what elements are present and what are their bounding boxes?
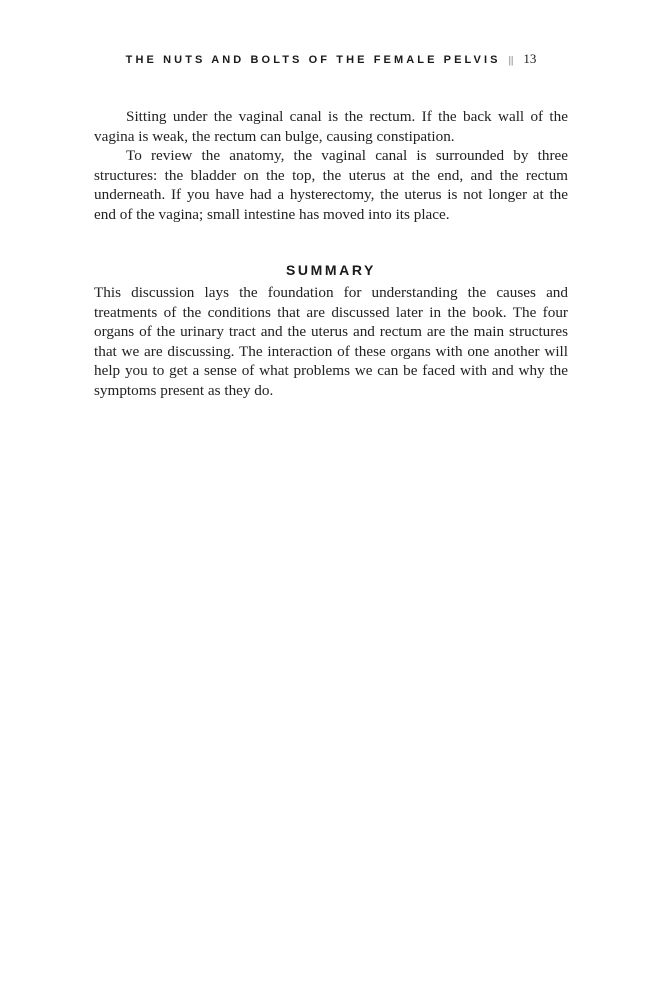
body-section xyxy=(94,107,568,225)
summary-section xyxy=(94,283,568,401)
body-paragraph-anatomy-review: To review the anatomy, the vaginal canal is surrounded by three structures: the bladder on the top, the uterus at the end, and the rectum underneath. If you have had a hysterectomy, the uterus is not longer at the end of the vagina; small intestine has moved into its place. xyxy=(94,147,568,223)
header-separator: || xyxy=(508,54,514,66)
running-title: THE NUTS AND BOLTS OF THE FEMALE PELVIS xyxy=(125,54,501,66)
page-number: 13 xyxy=(523,51,537,66)
running-header xyxy=(94,51,568,67)
section-heading: SUMMARY xyxy=(285,262,376,278)
body-paragraph-rectum: Sitting under the vaginal canal is the rectum. If the back wall of the vagina is weak, the rectum can bulge, causing constipation. xyxy=(94,108,568,145)
summary-paragraph: This discussion lays the foundation for understanding the causes and treatments of the conditions that are discussed later in the book. The four organs of the urinary tract and the uterus and rectum are the main structures that we are discussing. The interaction of these organs with one another will help you to get a sense of what problems we can be faced with and why the symptoms present as they do. xyxy=(94,284,568,399)
